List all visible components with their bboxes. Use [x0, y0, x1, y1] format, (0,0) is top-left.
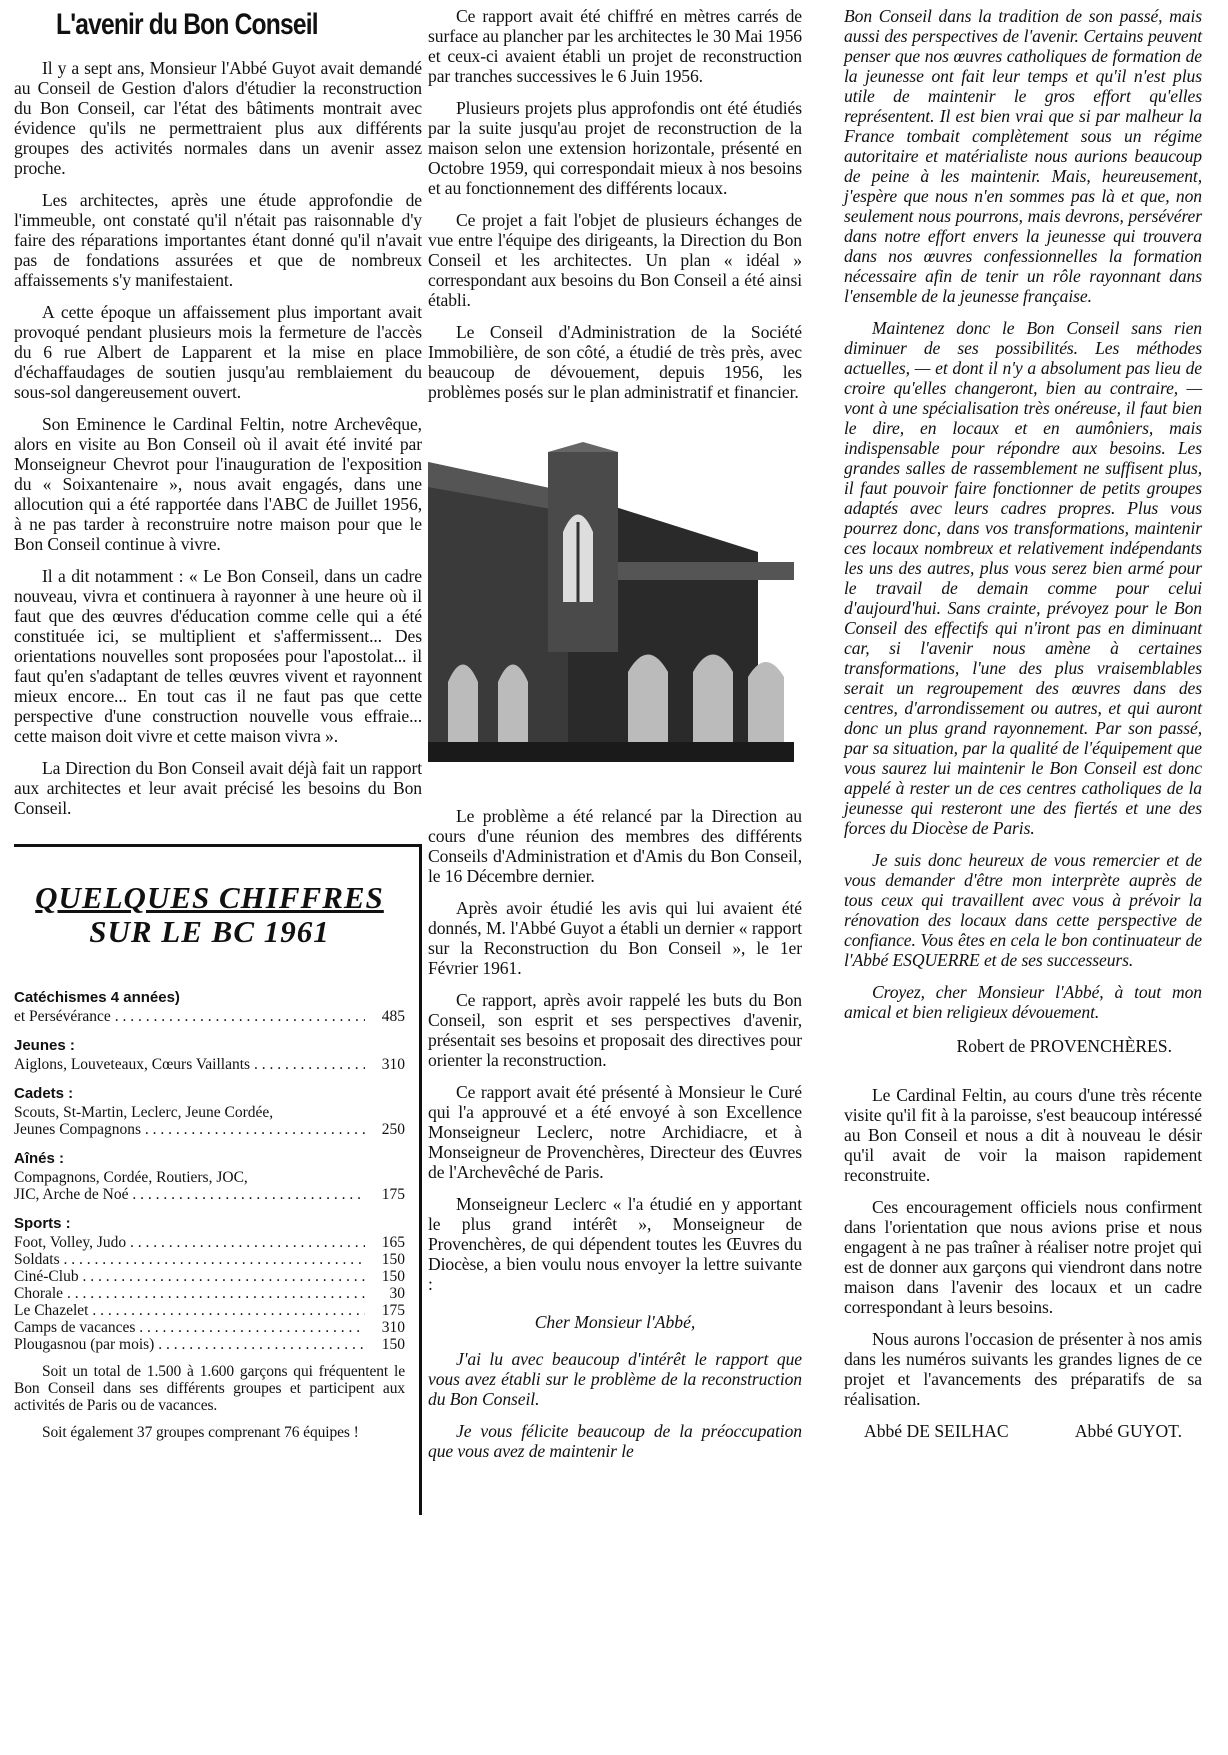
figures-row-label: Chorale . . .: [14, 1285, 365, 1302]
paragraph: Les architectes, après une étude approfondie de l'immeuble, ont constaté qu'il n'était pas raisonnable d'y faire des réparations importantes étant donné qu'il n'avait pas de fondations assurées et que de nombreux affaissements s'y manifestaient.: [14, 190, 422, 290]
figures-group-heading: Jeunes :: [14, 1037, 75, 1054]
letter-paragraph: Maintenez donc le Bon Conseil sans rien diminuer de ses possibilités. Les méthodes actuelles, — et dont il n'y a absolument pas lieu de croire qu'elles changeront, bien au contraire, — vont à une spécialisation très onéreuse, il faut bien le dire, en locaux et en aumôniers, mais indispensable pour répondre aux besoins. Les grandes salles de rassemblement ne suffisent plus, il faut pouvoir faire fonctionner de petits groupes adaptés avec leurs cadres propres. Plus vous pourrez donc, dans vos transformations, maintenir ces locaux nombreux et relativement indépendants les uns des autres, plus vous serez bien armé pour le travail de demain comme pour celui d'aujourd'hui. Sans crainte, prévoyez pour le Bon Conseil des effectifs qui n'iront pas en diminuant car, si l'avenir nous amène à certaines transformations, l'une des plus vraisemblables serait un regroupement des œuvres dans des centres, d'arrondissement ou autres, et qui auront donc un plus grand rayonnement. Par son passé, par sa situation, par la qualité de l'équipement que vous saurez lui maintenir le Bon Conseil est donc appelé à rester un de ces centres catholiques de la jeunesse qui resteront une des fiertés et une des forces du Diocèse de Paris.: [844, 318, 1202, 838]
figures-row-value: 310: [381, 1056, 405, 1073]
column-3: [844, 6, 1202, 1442]
building-photo: [428, 442, 794, 762]
paragraph: La Direction du Bon Conseil avait déjà fait un rapport aux architectes et leur avait précisé les besoins du Bon Conseil.: [14, 758, 422, 818]
figures-row-value: 250: [381, 1121, 405, 1138]
figures-row-label: Soldats . . .: [14, 1251, 365, 1268]
column-1: [14, 6, 422, 1515]
paragraph: Ces encouragement officiels nous confirment dans l'orientation que nous avions prise et nous engagent à ne pas traîner à réaliser notre projet qui est de donner aux garçons qui viendront dans notre maison dans l'avenir des locaux et un cadre correspondant à leurs besoins.: [844, 1197, 1202, 1317]
paragraph: Nous aurons l'occasion de présenter à nos amis dans les numéros suivants les grandes lignes de ce projet et l'avancements des préparatifs de sa réalisation.: [844, 1329, 1202, 1409]
figures-row-value: 175: [381, 1302, 405, 1319]
figures-box: [14, 844, 422, 1515]
figures-row: [14, 1302, 405, 1319]
figures-row: [14, 1104, 405, 1121]
paragraph: Ce rapport, après avoir rappelé les buts du Bon Conseil, son esprit et ses perspectives d'avenir, présentait ses besoins et proposait des directives pour orienter la reconstruction.: [428, 990, 802, 1070]
column-2: [428, 6, 802, 1473]
figures-row-value: [365, 1169, 405, 1186]
figures-row: [14, 1169, 405, 1186]
figures-row-label: Aiglons, Louveteaux, Cœurs Vaillants . . .: [14, 1056, 365, 1073]
figures-row-label: JIC, Arche de Noé . . .: [14, 1186, 365, 1203]
figures-row: [14, 1251, 405, 1268]
figures-row-value: 150: [381, 1336, 405, 1353]
figures-row-value: 150: [381, 1268, 405, 1285]
figures-row-value: [365, 1104, 405, 1121]
letter-paragraph: Croyez, cher Monsieur l'Abbé, à tout mon amical et bien religieux dévouement.: [844, 982, 1202, 1022]
figures-row-value: 30: [389, 1285, 405, 1302]
figures-row-label: Camps de vacances . . .: [14, 1319, 365, 1336]
figures-title: QUELQUES CHIFFRES SUR LE BC 1961: [35, 880, 384, 949]
figures-row-value: 485: [381, 1008, 405, 1025]
figures-groups: [14, 989, 405, 1353]
paragraph: Après avoir étudié les avis qui lui avaient été donnés, M. l'Abbé Guyot a établi un dernier « rapport sur la Reconstruction du Bon Conseil », le 1er Février 1961.: [428, 898, 802, 978]
figures-row-label: Scouts, St-Martin, Leclerc, Jeune Cordée,: [14, 1104, 274, 1121]
figures-row-label: et Persévérance . . .: [14, 1008, 365, 1025]
paragraph: Plusieurs projets plus approfondis ont été étudiés par la suite jusqu'au projet de reconstruction de la maison selon une extension horizontale, présenté en Octobre 1959, qui correspondait mieux à nos besoins et au fonctionnement des différents locaux.: [428, 98, 802, 198]
figures-row-label: Plougasnou (par mois) . . .: [14, 1336, 365, 1353]
paragraph: Monseigneur Leclerc « l'a étudié en y apportant le plus grand intérêt », Monseigneur de Provenchères, de qui dépendent toutes les Œuvres du Diocèse, a bien voulu nous envoyer la lettre suivante :: [428, 1194, 802, 1294]
figures-group-heading: Cadets :: [14, 1085, 74, 1102]
figures-row-label: Compagnons, Cordée, Routiers, JOC,: [14, 1169, 248, 1186]
paragraph: Ce rapport avait été présenté à Monsieur le Curé qui l'a approuvé et a été envoyé à son Excellence Monseigneur Leclerc, notre Archidiacre, et à Monseigneur de Provenchères, Directeur des Œuvres de l'Archevêché de Paris.: [428, 1082, 802, 1182]
letter-paragraph: Je suis donc heureux de vous remercier et de vous demander d'être mon interprète auprès de tous ceux qui travaillent avec vous à prévoir la rénovation des locaux dans cette perspective de confiance. Vous êtes en cela le bon continuateur de l'Abbé ESQUERRE et de ses successeurs.: [844, 850, 1202, 970]
figures-group-heading: Catéchismes 4 années): [14, 989, 180, 1006]
paragraph: Son Eminence le Cardinal Feltin, notre Archevêque, alors en visite au Bon Conseil où il avait été invité par Monseigneur Chevrot pour l'inauguration de l'exposition du « Soixantenaire », nous avait engagés, dans une allocution qui a été rapportée dans l'ABC de Juillet 1956, à ne pas tarder à reconstruire notre maison pour que le Bon Conseil continue à vivre.: [14, 414, 422, 554]
paragraph: Ce projet a fait l'objet de plusieurs échanges de vue entre l'équipe des dirigeants, la Direction du Bon Conseil et les architectes. Un plan « idéal » correspondant aux besoins du Bon Conseil a été ainsi établi.: [428, 210, 802, 310]
paragraph: A cette époque un affaissement plus important avait provoqué pendant plusieurs mois la fermeture de l'accès du 6 rue Albert de Lapparent et la mise en place d'échaffaudages de soutien jusqu'au remblaiement du sous-sol dangereusement ouvert.: [14, 302, 422, 402]
figures-row: [14, 1186, 405, 1203]
figures-row: [14, 1234, 405, 1251]
figures-row-value: 165: [381, 1234, 405, 1251]
figures-row: [14, 1319, 405, 1336]
letter-signature: Robert de PROVENCHÈRES.: [956, 1036, 1172, 1056]
figures-row: [14, 1008, 405, 1025]
paragraph: Ce rapport avait été chiffré en mètres carrés de surface au plancher par les architectes le 30 Mai 1956 et ceux-ci avaient établi un projet de reconstruction par tranches successives le 6 Juin 1956.: [428, 6, 802, 86]
figures-note: Soit également 37 groupes comprenant 76 équipes !: [42, 1424, 359, 1441]
letter-paragraph: Bon Conseil dans la tradition de son passé, mais aussi des perspectives de l'avenir. Certains peuvent penser que nos œuvres catholiques de formation de la jeunesse ont fait leur temps et qu'il n'est plus utile de maintenir le gros effort qu'elles représentent. Il est bien vrai que si par malheur la France tombait complètement sous un régime autoritaire et matérialiste nous aurions beaucoup de peine à les maintenir. Mais, heureusement, j'espère que nous n'en sommes pas là et que, non seulement nous pourrons, mais devrons, persévérer dans notre effort envers la jeunesse qui trouvera dans nos œuvres confessionnelles la formation nécessaire afin de tenir un rôle rayonnant dans l'ensemble de la jeunesse française.: [844, 6, 1202, 306]
figures-row-label: Ciné-Club . . .: [14, 1268, 365, 1285]
figures-row: [14, 1056, 405, 1073]
paragraph: Il a dit notamment : « Le Bon Conseil, dans un cadre nouveau, vivra et continuera à rayonner à une heure où il faut que des œuvres d'éducation comme celle qui a été constituée ici, se multiplient et s'affermissent... Des orientations nouvelles sont proposées pour l'apostolat... il faut qu'en s'adaptant de telles œuvres vivent et rayonnent mieux encore... En tout cas il ne faut pas que cette perspective d'une construction nouvelle vous effraie... cette maison doit vivre et cette maison vivra ».: [14, 566, 422, 746]
article-title: L'avenir du Bon Conseil: [56, 8, 318, 41]
figures-row: [14, 1268, 405, 1285]
letter-paragraph: J'ai lu avec beaucoup d'intérêt le rapport que vous avez établi sur le problème de la reconstruction du Bon Conseil.: [428, 1349, 802, 1409]
figures-row-label: Jeunes Compagnons . . .: [14, 1121, 365, 1138]
figures-group-heading: Aînés :: [14, 1150, 65, 1167]
figures-note: Soit un total de 1.500 à 1.600 garçons qui fréquentent le Bon Conseil dans ses différents groupes et participent aux activités de Paris ou de vacances.: [14, 1363, 405, 1414]
letter-greeting: Cher Monsieur l'Abbé,: [534, 1312, 696, 1332]
letter-paragraph: Je vous félicite beaucoup de la préoccupation que vous avez de maintenir le: [428, 1421, 802, 1461]
figures-row-value: 150: [381, 1251, 405, 1268]
figures-group-heading: Sports :: [14, 1215, 71, 1232]
figures-row-value: 175: [381, 1186, 405, 1203]
paragraph: Il y a sept ans, Monsieur l'Abbé Guyot avait demandé au Conseil de Gestion d'alors d'étudier la reconstruction du Bon Conseil, car l'état des bâtiments montrait avec évidence qu'ils ne permettraient plus aux différents groupes des activités normales dans un avenir assez proche.: [14, 58, 422, 178]
signature-guyot: Abbé GUYOT.: [1074, 1421, 1182, 1441]
signature-seilhac: Abbé DE SEILHAC: [864, 1421, 1009, 1441]
paragraph: Le problème a été relancé par la Direction au cours d'une réunion des membres des différents Conseils d'Administration et d'Amis du Bon Conseil, le 16 Décembre dernier.: [428, 806, 802, 886]
figures-row-label: Foot, Volley, Judo . . .: [14, 1234, 365, 1251]
paragraph: Le Cardinal Feltin, au cours d'une très récente visite qu'il fit à la paroisse, s'est beaucoup intéressé au Bon Conseil et nous a dit à nouveau le désir qu'il avait de voir la maison rapidement reconstruite.: [844, 1085, 1202, 1185]
figures-row: [14, 1285, 405, 1302]
figures-row: [14, 1336, 405, 1353]
figures-row-value: 310: [381, 1319, 405, 1336]
figures-row-label: Le Chazelet . . .: [14, 1302, 365, 1319]
paragraph: Le Conseil d'Administration de la Société Immobilière, de son côté, a étudié de très près, avec beaucoup de dévouement, depuis 1956, les problèmes posés sur le plan administratif et financier.: [428, 322, 802, 402]
signatures: [864, 1421, 1182, 1442]
figures-row: [14, 1121, 405, 1138]
